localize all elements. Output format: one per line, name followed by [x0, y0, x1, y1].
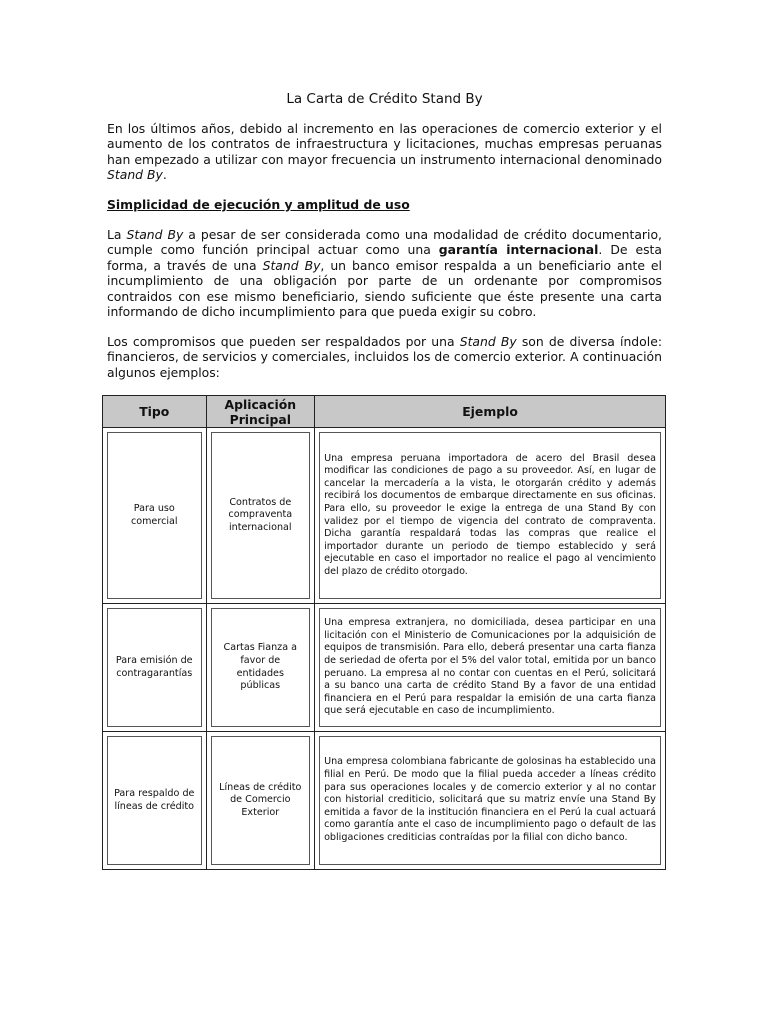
cell-tipo-text: Para uso comercial [130, 502, 178, 527]
header-aplicacion: Aplicación Principal [206, 396, 315, 428]
p2-t1: La [107, 227, 127, 242]
cell-aplicacion [206, 428, 315, 604]
p3-t2: son de diversa índole: financieros, de servicios y comerciales, incluidos los de comercio exterior. A continuación algunos ejemplos: [107, 334, 662, 380]
table-row [103, 604, 666, 732]
p2-b1: garantía internacional [438, 242, 599, 258]
examples-table [102, 395, 666, 870]
header-ejemplo: Ejemplo [315, 396, 666, 428]
cell-tipo [103, 604, 207, 732]
table-row [103, 732, 666, 870]
cell-ejemplo [315, 428, 666, 604]
commitments-paragraph [107, 334, 662, 380]
cell-ejemplo [315, 604, 666, 732]
p2-t4: , un banco emisor respalda a un beneficiario ante el incumplimiento de una obligación por parte de un ordenante por compromisos contraidos con ese mismo beneficiario, siendo suficiente que éste presente una carta informando de dicho incumplimiento para que pueda exigir su cobro. [107, 257, 662, 320]
p2-e1: Stand By [126, 227, 184, 242]
section-heading: Simplicidad de ejecución y amplitud de uso [107, 197, 410, 212]
cell-aplicacion [206, 604, 315, 732]
table-row [103, 428, 666, 604]
cell-ejemplo-text: Una empresa colombiana fabricante de golosinas ha establecido una filial en Perú. De modo que la filial pueda acceder a líneas crédito para sus operaciones locales y de comercio exterior y al no contar con historial crediticio, solicitará que su matriz envíe una Stand By emitida a favor de la institución financiera en el Perú la cual actuará como garantía ante el caso de incumplimiento pago o default de las obligaciones crediticias contraídas por la filial con dicho banco. [324, 756, 656, 843]
document-title: La Carta de Crédito Stand By [286, 91, 483, 107]
intro-paragraph [107, 121, 662, 183]
p3-e1: Stand By [459, 334, 517, 349]
cell-ejemplo-text: Una empresa extranjera, no domiciliada, desea participar en una licitación con el Ministerio de Comunicaciones por la adquisición de equipos de transmisión. Para ello, deberá presentar una carta fianza de seriedad de oferta por el 5% del valor total, emitida por un banco peruano. La empresa al no contar con cuentas en el Perú, solicitará a su banco una carta de crédito Stand By a favor de una entidad financiera en el Perú para respaldar la emisión de una carta fianza que será ejecutable en caso de incumplimiento. [324, 617, 656, 717]
intro-text-b: . [162, 167, 167, 183]
intro-emphasis: Stand By [107, 167, 163, 183]
cell-aplicacion-text: Líneas de crédito de Comercio Exterior [219, 781, 302, 818]
definition-paragraph [107, 227, 662, 319]
intro-text-a: En los últimos años, debido al incremento en las operaciones de comercio exterior y el aumento de los contratos de infraestructura y licitaciones, muchas empresas peruanas han empezado a utilizar con mayor frecuencia un instrumento internacional denominado [107, 121, 662, 167]
header-tipo: Tipo [103, 396, 207, 428]
p2-t3: . De esta forma, a través de una [107, 242, 662, 273]
cell-aplicacion-text: Contratos de compraventa internacional [228, 496, 293, 533]
p3-t1: Los compromisos que pueden ser respaldados por una [107, 334, 460, 349]
cell-tipo-text: Para respaldo de líneas de crédito [114, 787, 195, 812]
cell-tipo [103, 732, 207, 870]
cell-aplicacion-text: Cartas Fianza a favor de entidades públicas [223, 642, 298, 692]
cell-ejemplo [315, 732, 666, 870]
cell-aplicacion [206, 732, 315, 870]
cell-tipo [103, 428, 207, 604]
p2-e2: Stand By [262, 257, 321, 273]
table-header-row [103, 396, 666, 428]
cell-tipo-text: Para emisión de contragarantías [115, 654, 193, 679]
cell-ejemplo-text: Una empresa peruana importadora de acero del Brasil desea modificar las condiciones de pago a su proveedor. Así, en lugar de cancelar la mercadería a la vista, le otorgarán crédito y además recibirá los documentos de embarque directamente en sus oficinas. Para ello, su proveedor le exige la entrega de una Stand By con validez por el tiempo de vigencia del contrato de compraventa. Dicha garantía respaldará todas las compras que realice el importador durante un periodo de tiempo establecido y será ejecutable en caso el importador no realice el pago al vencimiento del plazo de crédito otorgado. [324, 452, 656, 577]
p2-t2: a pesar de ser considerada como una modalidad de crédito documentario, cumple como función principal actuar como una [107, 227, 662, 258]
